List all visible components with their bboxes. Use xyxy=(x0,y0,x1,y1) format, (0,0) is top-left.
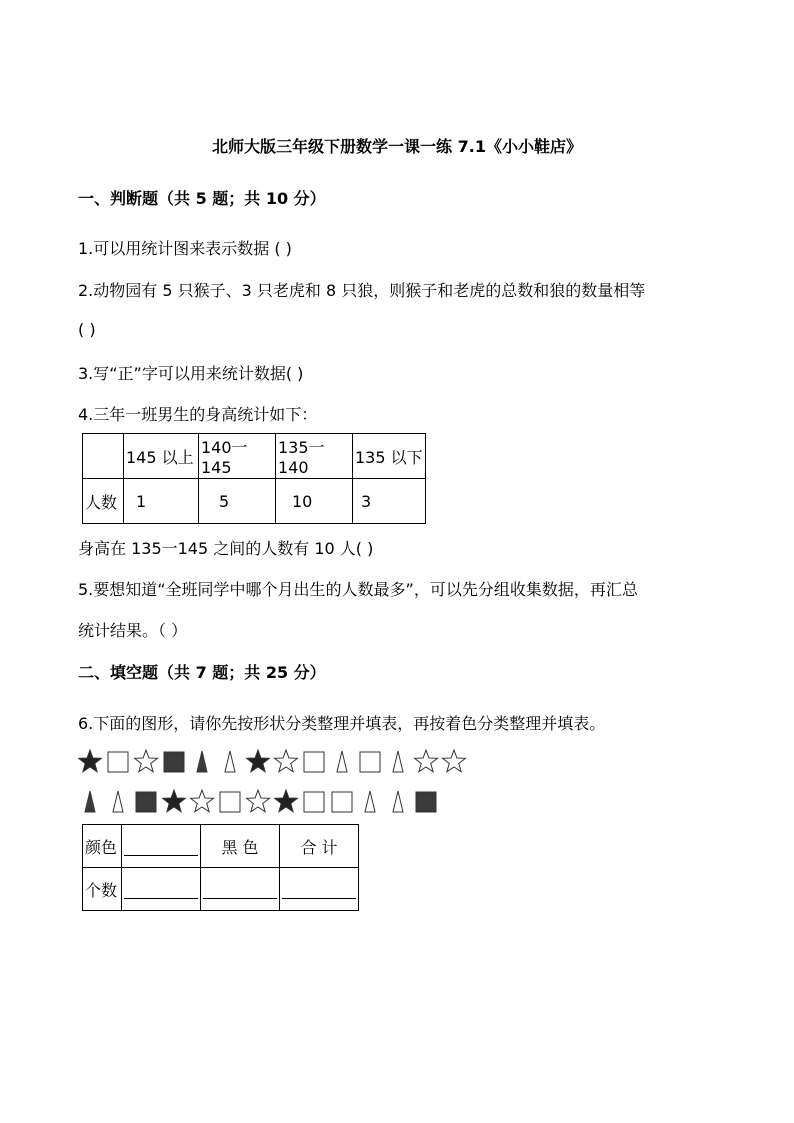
filled-square-shape xyxy=(164,752,184,772)
filled-square-shape xyxy=(416,792,436,812)
empty-square-shape xyxy=(304,792,324,812)
height-stats-table xyxy=(82,433,426,524)
question-1: 1.可以用统计图来表示数据 ( ) xyxy=(78,239,292,258)
table-row xyxy=(83,825,359,868)
table-row-label: 人数 xyxy=(83,479,124,524)
question-3: 3.写“正”字可以用来统计数据( ) xyxy=(78,364,304,383)
shape-row-2 xyxy=(78,788,478,816)
empty-star-shape xyxy=(247,790,270,812)
empty-star-shape xyxy=(443,750,466,772)
blank-line xyxy=(203,882,277,899)
empty-square-shape xyxy=(360,752,380,772)
filled-triangle-shape xyxy=(197,751,207,772)
empty-triangle-shape xyxy=(113,791,123,812)
empty-star-shape xyxy=(191,790,214,812)
filled-star-shape xyxy=(79,750,102,772)
filled-triangle-shape xyxy=(85,791,95,812)
filled-star-shape xyxy=(163,790,186,812)
table-cell: 3 xyxy=(353,479,426,524)
table-cell: 10 xyxy=(276,479,353,524)
question-6: 6.下面的图形，请你先按形状分类整理并填表，再按着色分类整理并填表。 xyxy=(78,714,606,733)
empty-star-shape xyxy=(275,750,298,772)
empty-triangle-shape xyxy=(225,751,235,772)
table-cell: 5 xyxy=(199,479,276,524)
table-row-label: 个数 xyxy=(83,868,122,911)
filled-square-shape xyxy=(136,792,156,812)
question-4-intro: 4.三年一班男生的身高统计如下： xyxy=(78,405,318,424)
empty-star-shape xyxy=(135,750,158,772)
question-5-line-2: 统计结果。（ ） xyxy=(78,621,188,640)
shape-row-1 xyxy=(78,748,478,776)
empty-triangle-shape xyxy=(393,791,403,812)
section-heading-fill-blank: 二、填空题（共 7 题；共 25 分） xyxy=(78,663,326,682)
table-header-cell: 合 计 xyxy=(280,825,359,868)
question-5-line-1: 5.要想知道“全班同学中哪个月出生的人数最多”，可以先分组收集数据，再汇总 xyxy=(78,580,638,599)
blank-line xyxy=(124,882,198,899)
section-heading-judgment: 一、判断题（共 5 题；共 10 分） xyxy=(78,189,326,208)
empty-square-shape xyxy=(304,752,324,772)
page-title: 北师大版三年级下册数学一课一练 7.1《小小鞋店》 xyxy=(212,137,582,156)
table-row xyxy=(83,868,359,911)
table-cell: 1 xyxy=(124,479,199,524)
empty-square-shape xyxy=(220,792,240,812)
empty-triangle-shape xyxy=(337,751,347,772)
table-row-label: 颜色 xyxy=(83,825,122,868)
table-header-cell: 140一145 xyxy=(199,434,276,479)
table-row xyxy=(83,479,426,524)
empty-triangle-shape xyxy=(365,791,375,812)
blank-line xyxy=(282,882,356,899)
question-4-statement: 身高在 135一145 之间的人数有 10 人( ) xyxy=(78,539,374,558)
table-header-cell: 135 以下 xyxy=(353,434,426,479)
answer-blank xyxy=(122,825,201,868)
empty-square-shape xyxy=(108,752,128,772)
answer-blank xyxy=(280,868,359,911)
empty-star-shape xyxy=(415,750,438,772)
blank-line xyxy=(124,839,198,856)
table-header-cell: 黑 色 xyxy=(201,825,280,868)
filled-star-shape xyxy=(275,790,298,812)
table-header-cell: 135一140 xyxy=(276,434,353,479)
table-cell xyxy=(83,434,124,479)
question-2-line-1: 2.动物园有 5 只猴子、3 只老虎和 8 只狼，则猴子和老虎的总数和狼的数量相等 xyxy=(78,281,646,300)
question-2-line-2: ( ) xyxy=(78,320,96,339)
table-header-cell: 145 以上 xyxy=(124,434,199,479)
color-count-table xyxy=(82,824,359,911)
empty-square-shape xyxy=(332,792,352,812)
table-row xyxy=(83,434,426,479)
answer-blank xyxy=(122,868,201,911)
answer-blank xyxy=(201,868,280,911)
filled-star-shape xyxy=(247,750,270,772)
empty-triangle-shape xyxy=(393,751,403,772)
